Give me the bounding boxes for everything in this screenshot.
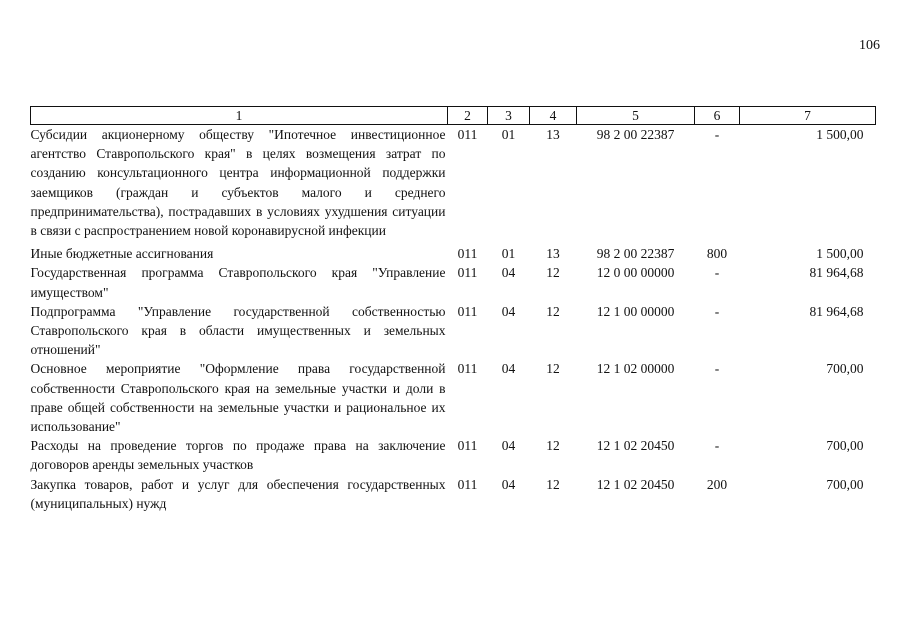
row-ministry-code: 011	[457, 303, 478, 319]
row-section-code: 04	[501, 361, 516, 377]
row-expense-type: -	[714, 265, 720, 281]
row-ministry-code: 011	[457, 265, 478, 281]
table-row	[31, 125, 876, 241]
row-expense-type: 800	[706, 246, 728, 262]
column-header: 5	[577, 107, 695, 125]
table-row	[31, 436, 876, 474]
table-header-row	[31, 107, 876, 125]
row-subsection-code: 12	[546, 361, 560, 377]
table-row	[31, 302, 876, 360]
row-amount: 1 500,00	[816, 127, 864, 142]
row-target-code: 98 2 00 22387	[596, 127, 675, 142]
row-name: Расходы на проведение торгов по продаже права на заключение договоров аренды земельных участков	[30, 438, 446, 473]
row-subsection-code: 13	[546, 246, 560, 262]
row-target-code: 12 0 00 00000	[596, 265, 675, 281]
row-expense-type: -	[714, 127, 720, 142]
row-expense-type: 200	[706, 476, 728, 492]
row-subsection-code: 12	[546, 265, 560, 281]
row-name: Закупка товаров, работ и услуг для обеспечения государственных (муниципальных) нужд	[30, 476, 446, 511]
table-row	[31, 240, 876, 263]
table-row	[31, 475, 876, 513]
column-header: 1	[31, 107, 448, 125]
row-target-code: 12 1 02 20450	[596, 476, 675, 492]
row-ministry-code: 011	[457, 476, 478, 492]
row-target-code: 12 1 00 00000	[596, 303, 675, 319]
column-header: 7	[740, 107, 876, 125]
row-section-code: 04	[501, 303, 516, 319]
row-section-code: 04	[501, 476, 516, 492]
row-subsection-code: 12	[546, 438, 560, 454]
budget-table	[30, 106, 876, 513]
row-amount: 81 964,68	[809, 265, 864, 281]
row-name: Подпрограмма "Управление государственной собственностью Ставропольского края в области имущественных и земельных отношений"	[30, 303, 446, 358]
row-ministry-code: 011	[457, 361, 478, 377]
row-section-code: 01	[501, 127, 516, 142]
row-name: Основное мероприятие "Оформление права государственной собственности Ставропольского края на земельные участки и доли в праве общей собственности на земельные участки и рациональное их использование"	[30, 361, 446, 435]
row-name: Иные бюджетные ассигнования	[30, 246, 214, 262]
column-header: 3	[488, 107, 530, 125]
row-amount: 700,00	[826, 361, 864, 377]
row-name: Государственная программа Ставропольского края "Управление имуществом"	[30, 265, 446, 300]
row-section-code: 04	[501, 265, 516, 281]
column-header: 6	[695, 107, 740, 125]
table-row	[31, 359, 876, 436]
row-target-code: 12 1 02 00000	[596, 361, 675, 377]
row-expense-type: -	[714, 438, 720, 454]
row-ministry-code: 011	[457, 438, 478, 454]
row-subsection-code: 12	[546, 303, 560, 319]
row-ministry-code: 011	[457, 246, 478, 262]
page-number: 106	[859, 38, 880, 53]
row-ministry-code: 011	[457, 127, 478, 142]
table-row	[31, 263, 876, 301]
row-name: Субсидии акционерному обществу "Ипотечное инвестиционное агентство Ставропольского края" в целях возмещения затрат по созданию консультационного центра информационной поддержки заемщиков (граждан и субъектов малого и среднего предпринимательства), пострадавших в условиях ухудшения ситуации в связи с распространением новой коронавирусной инфекции	[30, 127, 446, 239]
row-target-code: 98 2 00 22387	[596, 246, 675, 262]
row-target-code: 12 1 02 20450	[596, 438, 675, 454]
row-amount: 700,00	[826, 476, 864, 492]
column-header: 2	[448, 107, 488, 125]
row-amount: 81 964,68	[809, 303, 864, 319]
row-amount: 700,00	[826, 438, 864, 454]
row-expense-type: -	[714, 361, 720, 377]
row-expense-type: -	[714, 303, 720, 319]
row-subsection-code: 13	[546, 127, 560, 142]
row-section-code: 01	[501, 246, 516, 262]
row-amount: 1 500,00	[816, 246, 864, 262]
column-header: 4	[530, 107, 577, 125]
row-subsection-code: 12	[546, 476, 560, 492]
row-section-code: 04	[501, 438, 516, 454]
